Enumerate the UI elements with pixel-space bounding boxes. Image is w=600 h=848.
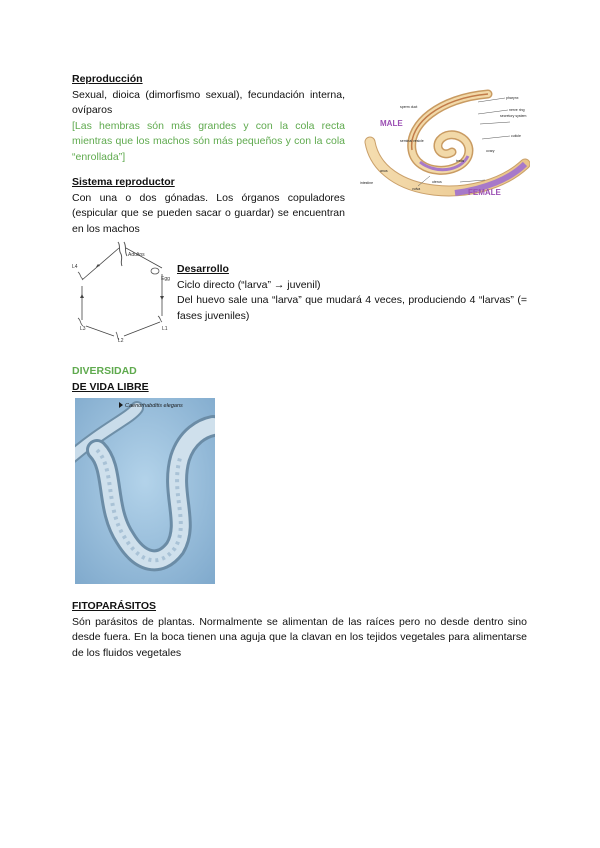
part-label: vulva — [412, 187, 421, 191]
part-label: uterus — [432, 180, 442, 184]
part-label: sperm duct — [400, 105, 418, 109]
desarrollo-heading: Desarrollo — [177, 263, 229, 275]
cycle-label-l3: L3 — [80, 326, 86, 332]
section-reproduccion — [72, 72, 345, 165]
life-cycle-diagram — [72, 238, 177, 342]
part-label: ovary — [486, 149, 495, 153]
sistema-text: Con una o dos gónadas. Los órganos copuladores (espicular que se pueden sacar o guardar) se encuentran en los machos — [72, 191, 345, 235]
nematode-anatomy-diagram — [360, 84, 530, 204]
part-label: intestine — [360, 181, 374, 185]
female-label: FEMALE — [468, 188, 501, 197]
reproduccion-text: Sexual, dioica (dimorfismo sexual), fecundación interna, ovíparos — [72, 88, 345, 116]
part-label: seminal vesicle — [400, 139, 424, 143]
cycle-label-l2: L2 — [118, 338, 124, 342]
desarrollo-line2: Del huevo sale una “larva” que mudará 4 veces, produciendo 4 “larvas” (= fases juveniles) — [177, 294, 527, 322]
fitoparasitos-heading: FITOPARÁSITOS — [72, 600, 157, 612]
cycle-label-adultos: Adultos — [128, 252, 145, 258]
section-diversidad — [72, 364, 272, 395]
part-label: testis — [456, 159, 465, 163]
section-desarrollo — [177, 262, 527, 324]
reproduccion-note: [Las hembras són más grandes y con la cola recta mientras que los machos són más pequeños y con la cola “enrollada”] — [72, 119, 345, 163]
part-label: cuticle — [511, 134, 521, 138]
desarrollo-line1: Ciclo directo (“larva” → juvenil) — [177, 278, 321, 291]
fitoparasitos-text: Són parásitos de plantas. Normalmente se alimentan de las raíces pero no desde dentro sino desde fuera. En la boca tienen una aguja que la clavan en los tejidos vegetales para alimentarse de los fluidos vegetales — [72, 615, 527, 659]
cycle-label-egg: Egg — [161, 276, 170, 282]
section-sistema-reproductor — [72, 175, 345, 237]
reproduccion-heading: Reproducción — [72, 73, 143, 85]
male-label: MALE — [380, 119, 403, 128]
photo-caption: Caenorhabditis elegans — [125, 403, 183, 409]
diversidad-heading: DIVERSIDAD — [72, 365, 137, 377]
c-elegans-photo — [75, 398, 215, 584]
part-label: secretory system — [500, 114, 527, 118]
section-fitoparasitos — [72, 599, 527, 661]
sistema-heading: Sistema reproductor — [72, 176, 175, 188]
cycle-label-l1: L1 — [162, 326, 168, 332]
vida-libre-heading: DE VIDA LIBRE — [72, 380, 149, 393]
part-label: pharynx — [506, 96, 519, 100]
part-label: anus — [380, 169, 388, 173]
part-label: nerve ring — [509, 108, 525, 112]
cycle-label-l4: L4 — [72, 264, 78, 270]
